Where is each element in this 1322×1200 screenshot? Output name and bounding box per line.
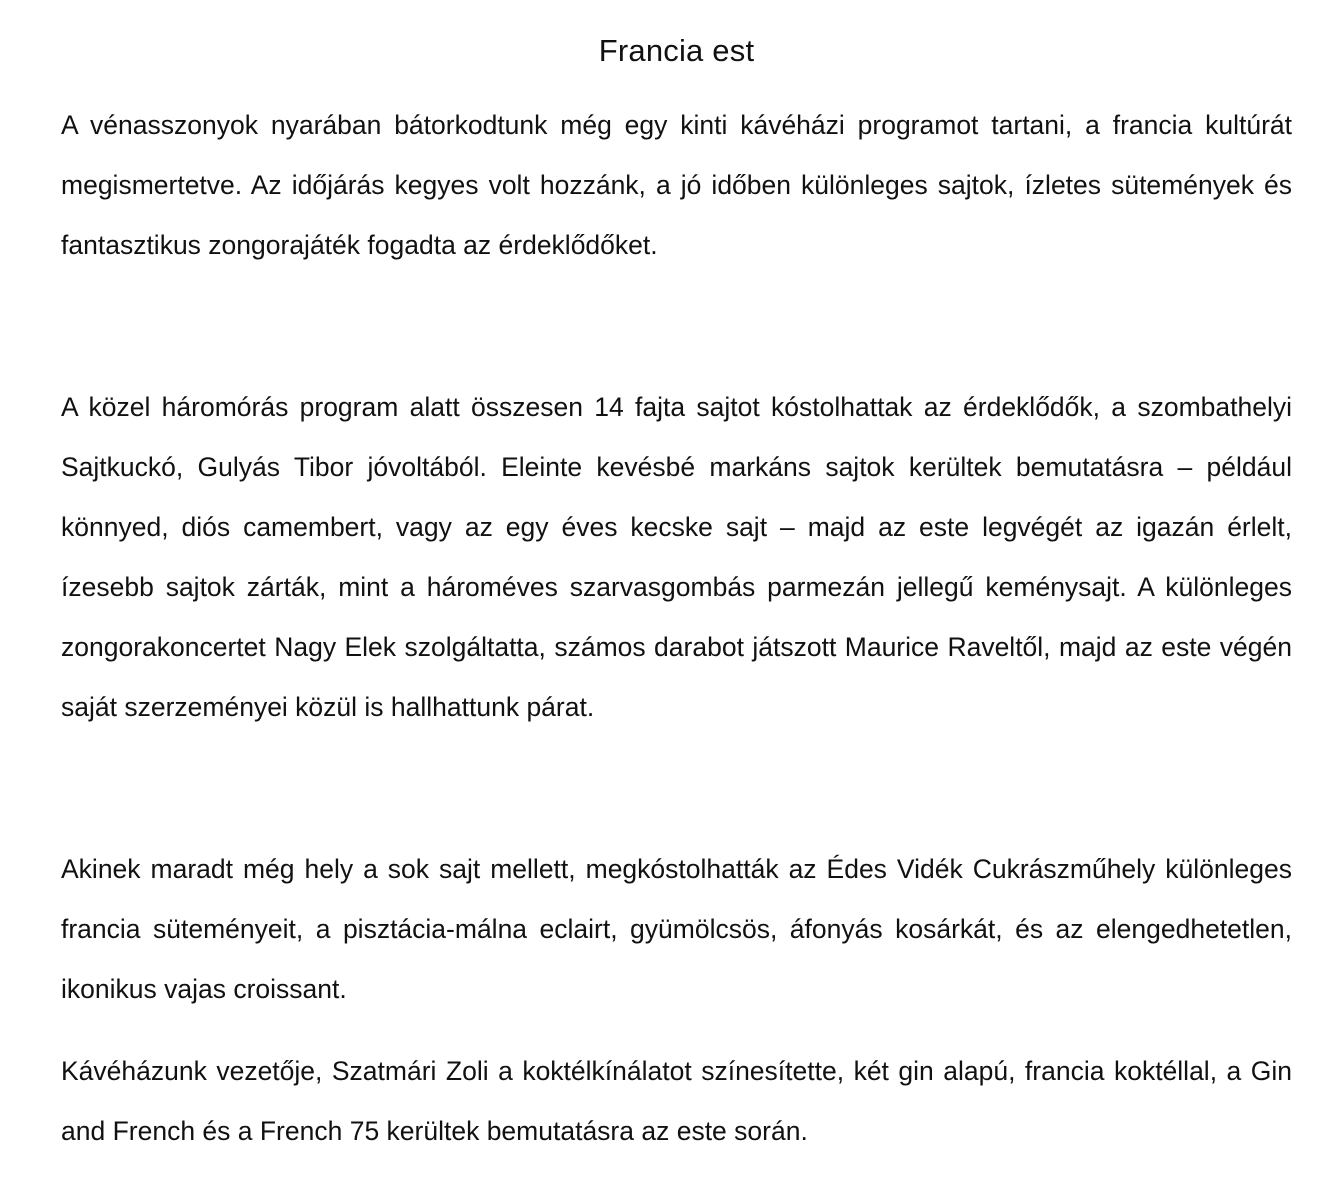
paragraph-intro: A vénasszonyok nyarában bátorkodtunk még egy kinti kávéházi programot tartani, a francia kultúrát megismertetve. Az időjárás kegyes volt hozzánk, a jó időben különleges sajtok, ízletes sütemények és fantasztikus zongorajáték fogadta az érdeklődőket.	[61, 110, 1292, 260]
document-page	[61, 30, 1292, 1161]
paragraph-pastries: Akinek maradt még hely a sok sajt mellett, megkóstolhatták az Édes Vidék Cukrászműhely különleges francia süteményeit, a pisztácia-málna eclairt, gyümölcsös, áfonyás kosárkát, és az elengedhetetlen, ikonikus vajas croissant.	[61, 854, 1292, 1004]
paragraph-spacer	[61, 737, 1292, 839]
paragraph-spacer	[61, 275, 1292, 377]
paragraph-cocktails: Kávéházunk vezetője, Szatmári Zoli a koktélkínálatot színesítette, két gin alapú, francia koktéllal, a Gin and French és a French 75 kerültek bemutatásra az este során.	[61, 1056, 1292, 1146]
document-title: Francia est	[598, 33, 755, 68]
paragraph-cheese-and-concert: A közel háromórás program alatt összesen 14 fajta sajtot kóstolhattak az érdeklődők, a szombathelyi Sajtkuckó, Gulyás Tibor jóvoltából. Eleinte kevésbé markáns sajtok kerültek bemutatásra – például könnyed, diós camembert, vagy az egy éves kecske sajt – majd az este legvégét az igazán érlelt, ízesebb sajtok zárták, mint a hároméves szarvasgombás parmezán jellegű keménysajt. A különleges zongorakoncertet Nagy Elek szolgáltatta, számos darabot játszott Maurice Raveltől, majd az este végén saját szerzeményei közül is hallhattunk párat.	[61, 392, 1292, 722]
paragraph-spacer	[61, 1019, 1292, 1041]
